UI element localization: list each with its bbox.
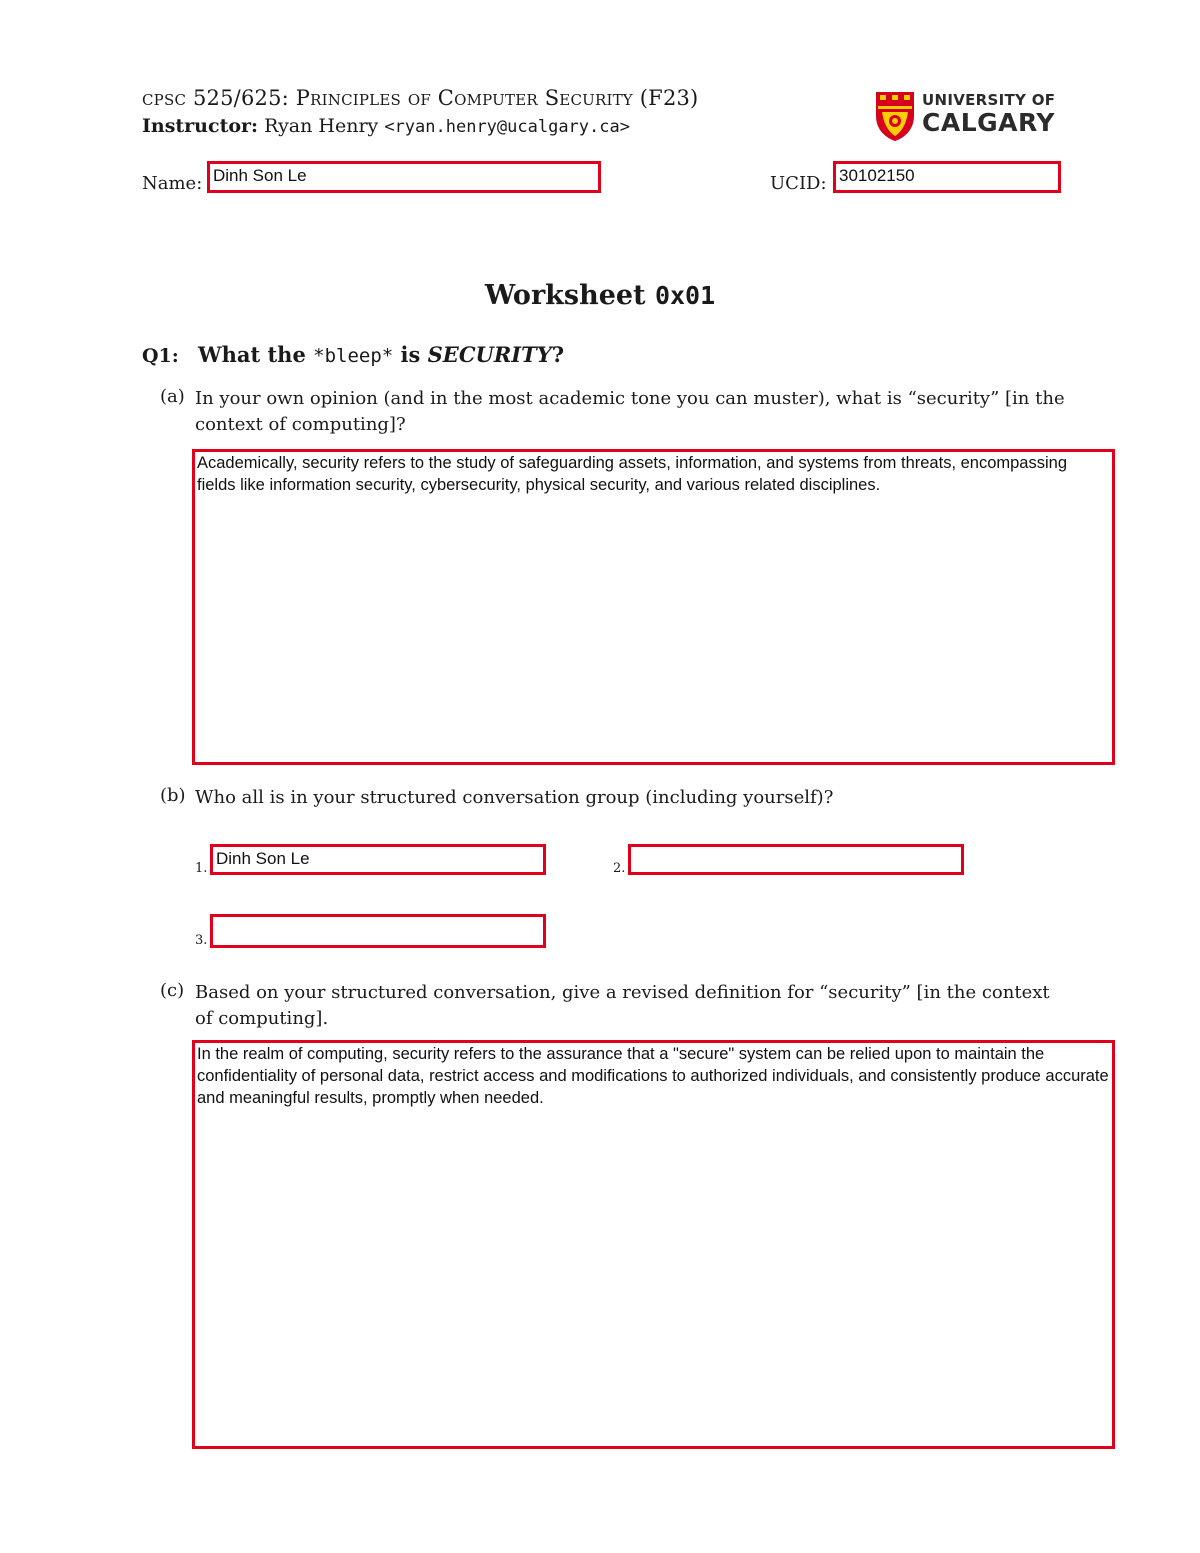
instructor-email: <ryan.henry@ucalgary.ca> — [384, 117, 630, 137]
ucid-label: UCID: — [770, 173, 827, 194]
instructor-name: Ryan Henry — [264, 115, 379, 137]
crest-icon — [874, 90, 916, 142]
part-b-prompt: Who all is in your structured conversation group (including yourself)? — [195, 787, 834, 808]
part-c-label: (c) — [160, 980, 185, 1001]
ucid-field[interactable]: 30102150 — [833, 161, 1061, 193]
part-a-prompt: In your own opinion (and in the most academic tone you can muster), what is “security” [in the context of computing]? — [195, 388, 1065, 435]
name-label: Name: — [142, 173, 203, 194]
course-title: cpsc 525/625: Principles of Computer Security (F23) — [142, 86, 699, 110]
member-1-number: 1. — [195, 861, 208, 876]
member-2-number: 2. — [613, 861, 626, 876]
title-code: 0x01 — [654, 281, 716, 310]
question-title-prefix: What the — [198, 342, 306, 367]
logo-line1: UNIVERSITY OF — [922, 91, 1056, 109]
member-2-field[interactable] — [628, 844, 964, 875]
title-prefix: Worksheet — [484, 280, 646, 311]
question-title-emph: SECURITY — [427, 342, 552, 367]
logo-line2: CALGARY — [922, 108, 1055, 137]
question-title-is: is — [400, 342, 421, 367]
question-number: Q1: — [142, 345, 179, 367]
instructor-label: Instructor: — [142, 115, 259, 137]
name-field[interactable]: Dinh Son Le — [207, 161, 601, 193]
member-3-number: 3. — [195, 933, 208, 948]
member-3-field[interactable] — [210, 914, 546, 948]
question-title-bleep: *bleep* — [313, 345, 394, 367]
member-1-field[interactable]: Dinh Son Le — [210, 844, 546, 875]
logo-wordmark — [922, 90, 1055, 135]
part-a-label: (a) — [160, 386, 185, 407]
worksheet-title — [0, 280, 1200, 311]
part-b-label: (b) — [160, 785, 186, 806]
instructor-line — [142, 115, 630, 137]
question-title-suffix: ? — [551, 342, 565, 367]
part-c-prompt: Based on your structured conversation, give a revised definition for “security” [in the context of computing]. — [195, 982, 1050, 1029]
part-a-answer-field[interactable]: Academically, security refers to the study of safeguarding assets, information, and systems from threats, encompassing fields like information security, cybersecurity, physical security, and various related disciplines. — [192, 449, 1115, 765]
question-title — [198, 342, 564, 367]
university-logo — [874, 90, 1064, 144]
part-c-answer-field[interactable]: In the realm of computing, security refers to the assurance that a "secure" system can be relied upon to maintain the confidentiality of personal data, restrict access and modifications to authorized individuals, and consistently produce accurate and meaningful results, promptly when needed. — [192, 1040, 1115, 1449]
